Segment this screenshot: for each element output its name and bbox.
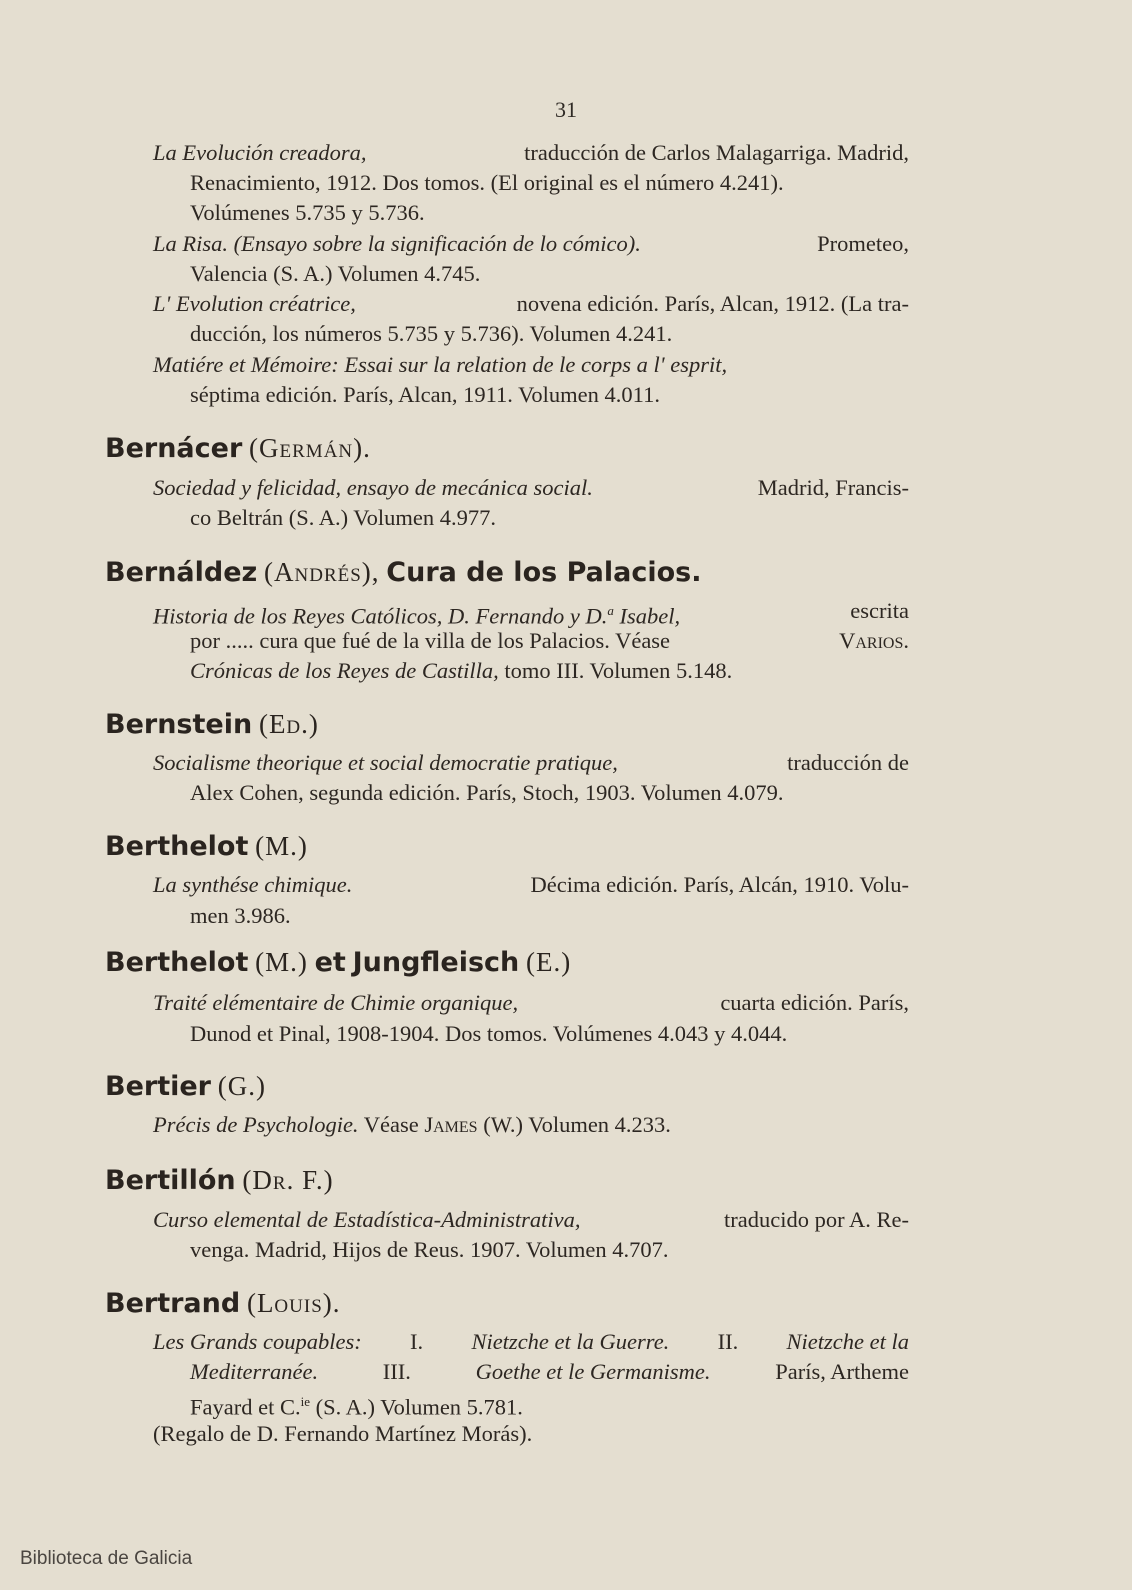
- entry-line: La Evolución creadora, traducción de Carlos Malagarriga. Madrid,: [153, 140, 909, 165]
- entry-line: La Risa. (Ensayo sobre la significación de lo cómico). Prometeo,: [153, 231, 909, 256]
- entry-line: por ..... cura que fué de la villa de los Palacios. Véase Varios.: [190, 628, 909, 653]
- author-heading: Bernáldez (Andrés), Cura de los Palacios.: [105, 557, 702, 588]
- entry-line: Curso elemental de Estadística-Administrativa, traducido por A. Re-: [153, 1207, 909, 1232]
- entry-line: Socialisme theorique et social democratie pratique, traducción de: [153, 750, 909, 775]
- entry-line: Mediterranée. III. Goethe et le Germanisme. París, Artheme: [190, 1359, 909, 1384]
- entry-line: venga. Madrid, Hijos de Reus. 1907. Volumen 4.707.: [190, 1237, 669, 1262]
- entry-line: (Regalo de D. Fernando Martínez Morás).: [153, 1421, 533, 1446]
- entry-line: Traité elémentaire de Chimie organique, cuarta edición. París,: [153, 990, 909, 1015]
- entry-line: séptima edición. París, Alcan, 1911. Volumen 4.011.: [190, 382, 660, 407]
- entry-line: Fayard et C.$^{ie}$ (S. A.) Volumen 5.781.: [190, 1394, 523, 1420]
- entry-line: ducción, los números 5.735 y 5.736). Volumen 4.241.: [190, 321, 673, 346]
- entry-line: men 3.986.: [190, 903, 291, 928]
- entry-line: Dunod et Pinal, 1908-1904. Dos tomos. Volúmenes 4.043 y 4.044.: [190, 1021, 788, 1046]
- entry-line: Volúmenes 5.735 y 5.736.: [190, 200, 425, 225]
- author-heading: Bernácer (Germán).: [105, 433, 371, 464]
- author-heading: Berthelot (M.): [105, 831, 308, 862]
- author-heading: Berthelot (M.) et Jungfleisch (E.): [105, 947, 572, 978]
- entry-line: Renacimiento, 1912. Dos tomos. (El original es el número 4.241).: [190, 170, 784, 195]
- entry-line: Historia de los Reyes Católicos, D. Fernando y D.$^a$ Isabel, escrita: [153, 598, 909, 629]
- entry-line: co Beltrán (S. A.) Volumen 4.977.: [190, 505, 497, 530]
- author-heading: Bertier (G.): [105, 1071, 266, 1102]
- entry-line: La synthése chimique. Décima edición. París, Alcán, 1910. Volu-: [153, 872, 909, 897]
- author-heading: Bernstein (Ed.): [105, 709, 319, 740]
- author-heading: Bertrand (Louis).: [105, 1288, 341, 1319]
- entry-line: Valencia (S. A.) Volumen 4.745.: [190, 261, 481, 286]
- library-watermark: Biblioteca de Galicia: [20, 1548, 193, 1569]
- entry-line: Alex Cohen, segunda edición. París, Stoch, 1903. Volumen 4.079.: [190, 780, 784, 805]
- author-heading: Bertillón (Dr. F.): [105, 1165, 334, 1196]
- entry-line: Sociedad y felicidad, ensayo de mecánica social. Madrid, Francis-: [153, 475, 909, 500]
- entry-line: Matiére et Mémoire: Essai sur la relation de le corps a l' esprit,: [153, 352, 728, 377]
- entry-line: Les Grands coupables: I. Nietzche et la Guerre. II. Nietzche et la: [153, 1329, 909, 1354]
- entry-line: Précis de Psychologie. Véase James (W.) Volumen 4.233.: [153, 1112, 671, 1137]
- entry-line: L' Evolution créatrice, novena edición. París, Alcan, 1912. (La tra-: [153, 291, 909, 316]
- page-number: 31: [555, 97, 577, 122]
- entry-line: Crónicas de los Reyes de Castilla, tomo III. Volumen 5.148.: [190, 658, 733, 683]
